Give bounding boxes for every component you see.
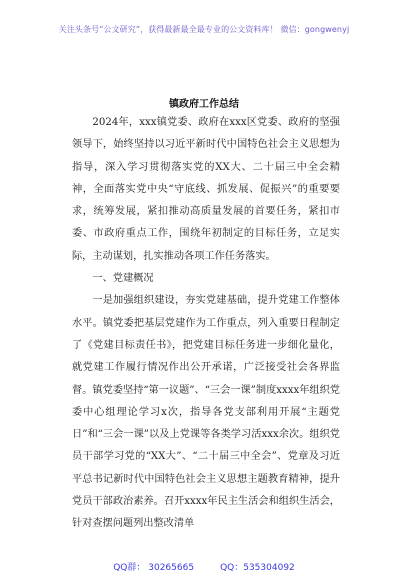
qq-group-number: QQ群： 30265665 — [113, 563, 195, 573]
section-heading: 一、党建概况 — [92, 273, 154, 285]
top-banner: 关注头条号“公文研究”，获得最新最全最专业的公文资料库！ 微信：gongwenyj — [58, 25, 350, 34]
document-title: 镇政府工作总结 — [169, 99, 239, 110]
intro-paragraph: 2024年，xxx镇党委、政府在xxx区党委、政府的坚强领导下，始终坚持以习近平新时代中国特色社会主义思想为指导，深入学习贯彻落实党的XX大、二十届三中全会精神，全面落实党中央“守底线、抓发展、促振兴”的重要要求，统筹发展，紧扣推动高质量发展的首要任务，紧扣市委、市政府重点工作，围绕年初制定的目标任务，立足实际，主动谋划，扎实推动各项工作任务落实。 — [72, 117, 340, 262]
footer-contact — [0, 560, 408, 573]
document-body — [72, 112, 340, 536]
qq-number: QQ：535304092 — [220, 563, 295, 573]
body-paragraph: 一是加强组织建设，夯实党建基础，提升党建工作整体水平。镇党委把基层党建作为工作重点，列入重要日程制定了《党建目标责任书》，把党建目标任务进一步细化量化，就党建工作履行情况作出公开承诺，广泛接受社会各界监督。镇党委坚持“第一议题”、“三会一课”制度xxxx年组织党委中心组理论学习x次，指导各党支部利用开展“主题党日”和“三会一课”以及上党课等各类学习活xxx余次。组织党员干部学习党的“XX大”、“二十届三中全会”、党章及习近平总书记新时代中国特色社会主义思想主题教育精神，提升党员干部政治素养。召开xxxx年民主生活会和组织生活会，针对查摆问题列出整改清单 — [72, 295, 340, 530]
